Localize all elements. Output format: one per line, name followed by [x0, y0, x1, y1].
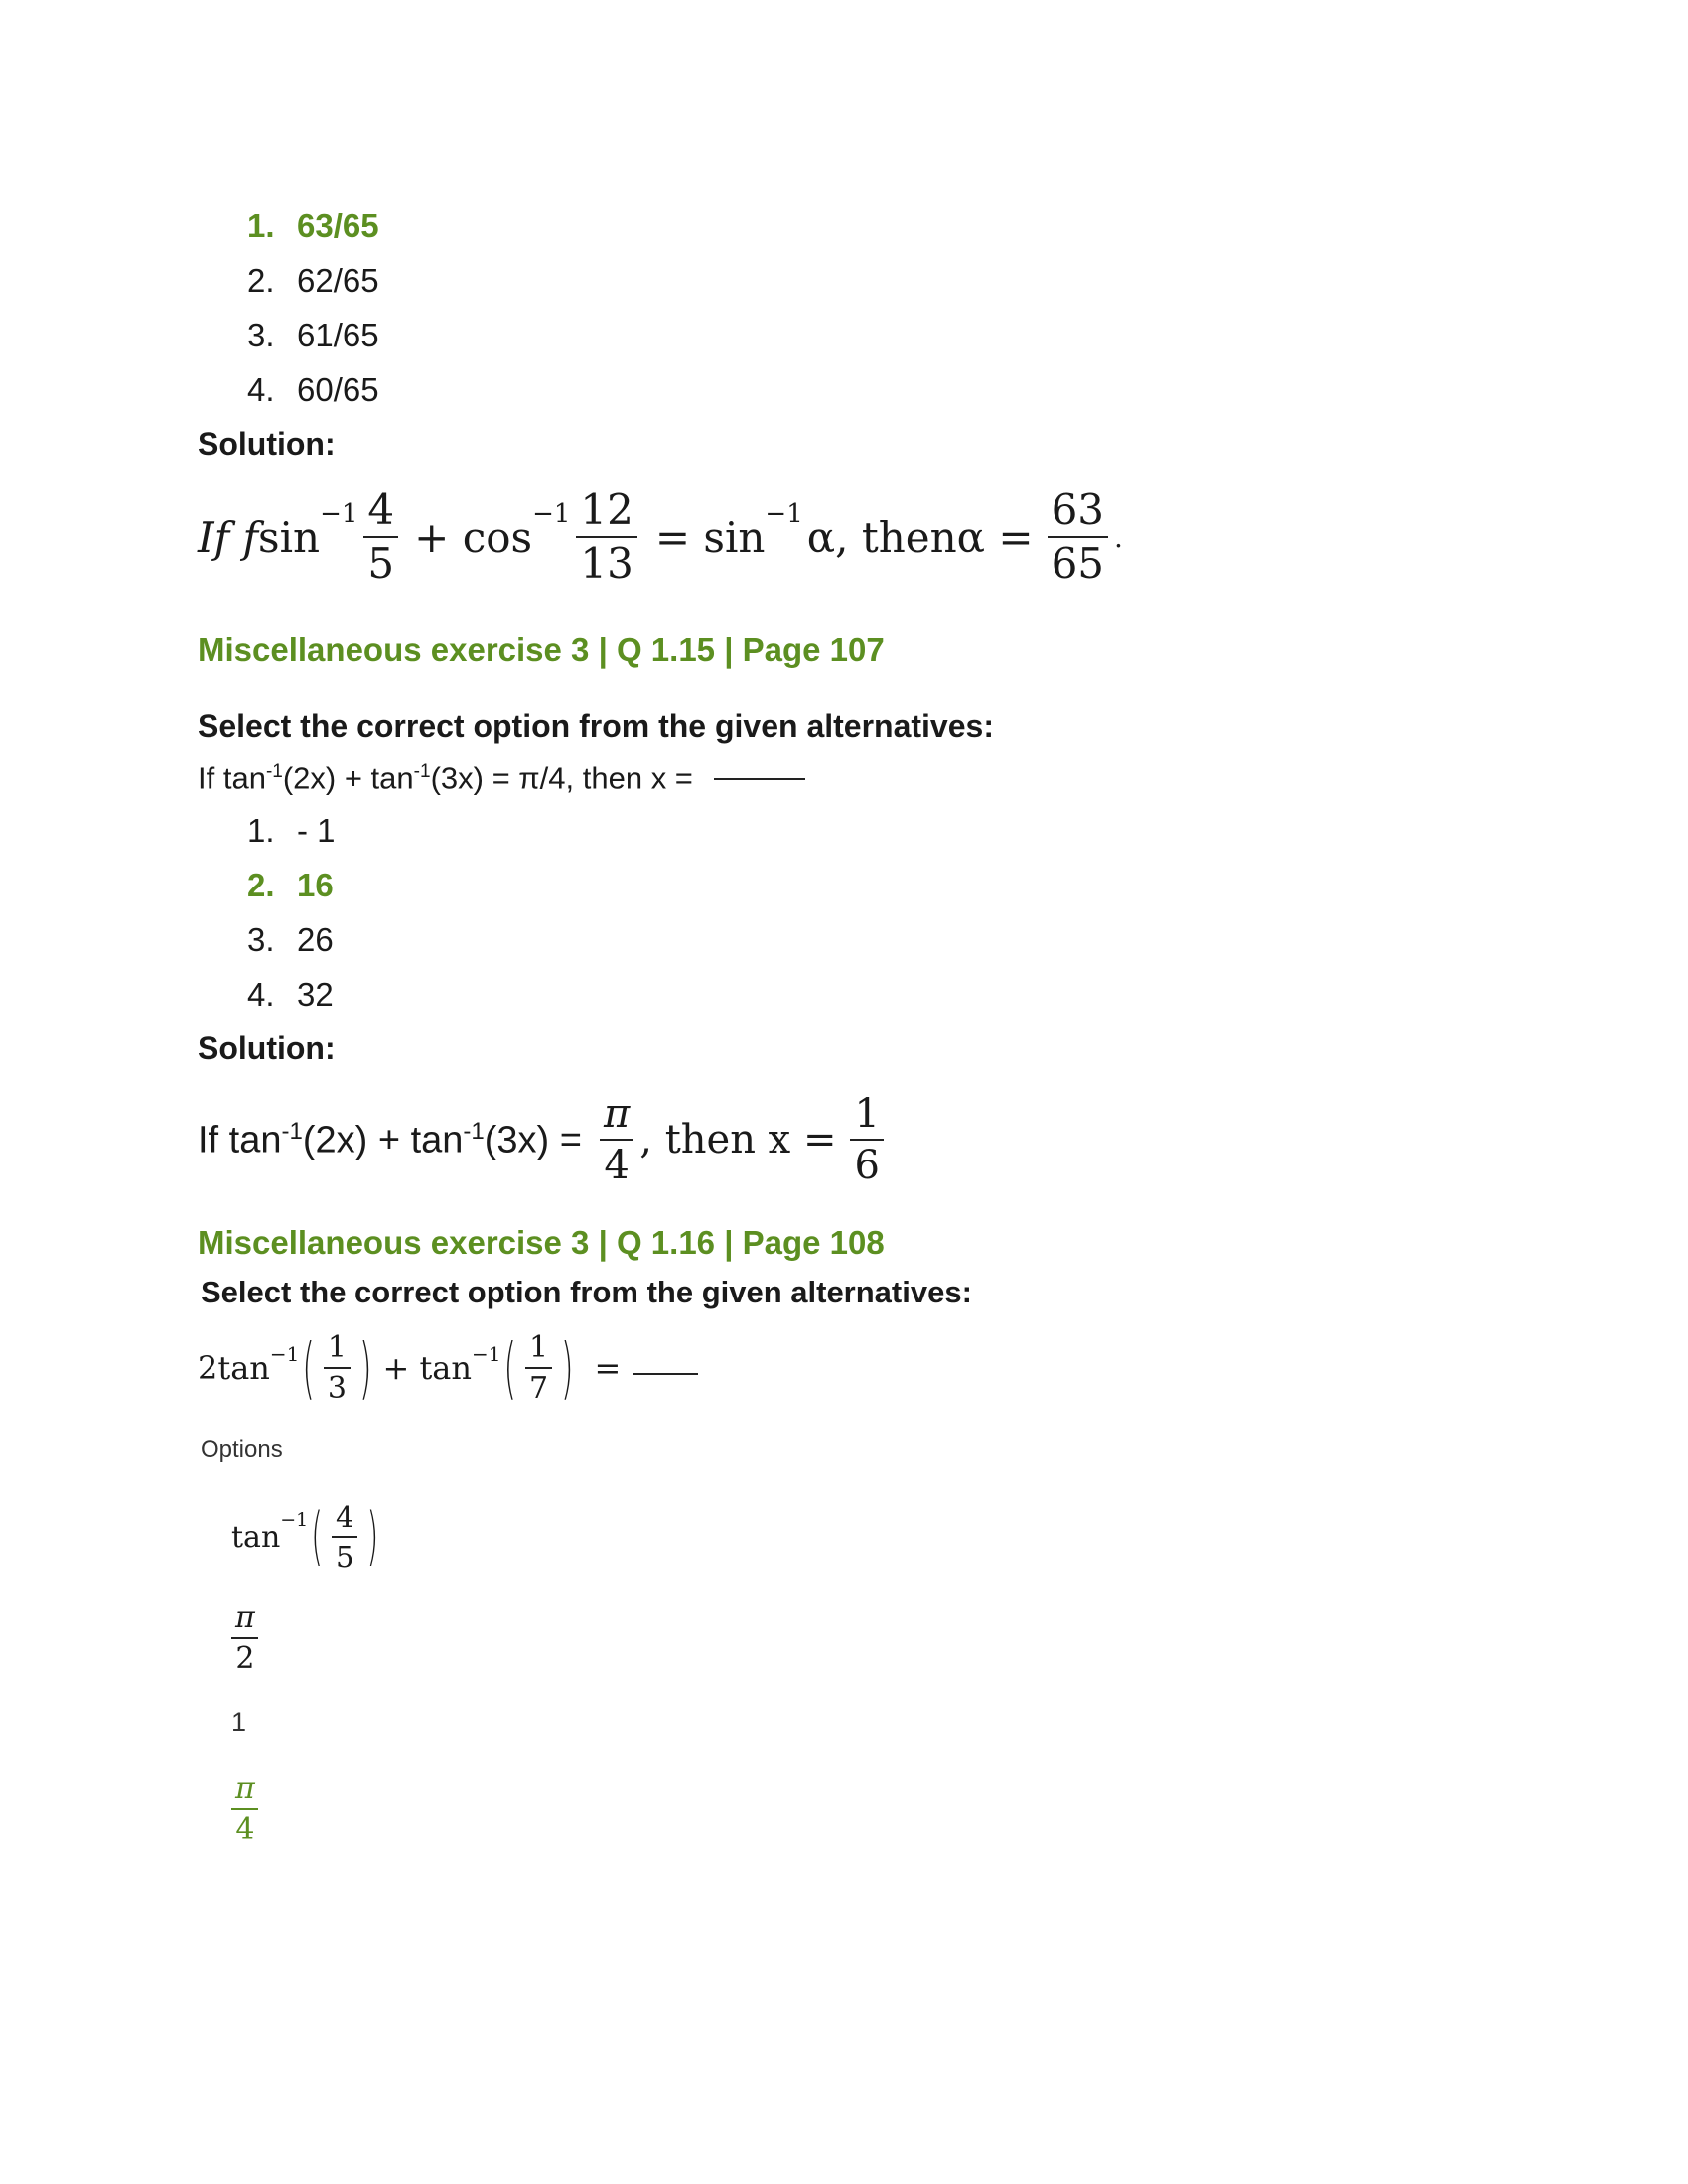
answer-blank [714, 778, 805, 780]
q2-option-1: 1. - 1 [247, 812, 336, 850]
q3-option-3: 1 [231, 1707, 247, 1738]
q2-solution-label: Solution: [198, 1030, 336, 1067]
q2-option-3: 3. 26 [247, 921, 334, 959]
q1-option-3: 3. 61/65 [247, 317, 379, 353]
q2-heading-link[interactable]: Miscellaneous exercise 3 | Q 1.15 | Page 107 [198, 631, 885, 668]
q3-option-1: tan $^{-1}$ ( $\frac{4}{5}$ ) [231, 1499, 379, 1574]
q2-option-4: 4. 32 [247, 976, 334, 1014]
q3-fraction-1-7: $\frac{1}{7}$ [525, 1332, 552, 1405]
q3-options [231, 1487, 1488, 1850]
q2-solution-math: If $\tan^{-1}(2x) + \tan^{-1}(3x)$ = $\frac{\pi}{4}$ , then x = $\frac{1}{6}$ [198, 1080, 1488, 1199]
q3-fraction-1-3: $\frac{1}{3}$ [324, 1332, 351, 1405]
document-page [198, 199, 1488, 1850]
q3-option-4: $\frac{\pi}{4}$ [231, 1767, 1488, 1850]
q1-fraction-63-65: $\frac{63}{65}$ [1048, 488, 1108, 586]
q2-options-list [198, 803, 1488, 1022]
q1-option-2: 2. 62/65 [247, 262, 379, 299]
q1-options-list [198, 199, 1488, 417]
q3-question-math: 2tan $^{-1}$ ( $\frac{1}{3}$ ) + tan $^{-1}$ ( $\frac{1}{7}$ ) = [198, 1318, 1488, 1418]
q2-question-text: If $\tan^{-1}(2x) + \tan^{-1}(3x) = \pi/4$, then x = [198, 748, 1488, 803]
q1-option-1: 1. 63/65 [247, 207, 379, 244]
options-label: Options [201, 1436, 283, 1464]
q2-fraction-pi-4: $\frac{\pi}{4}$ [600, 1093, 633, 1186]
q2-fraction-1-6: $\frac{1}{6}$ [850, 1093, 883, 1186]
q3-title: Select the correct option from the given alternatives: [201, 1275, 972, 1310]
q3-answer-blank [633, 1373, 698, 1375]
q3-option-2: $\frac{\pi}{2}$ [231, 1596, 1488, 1680]
q1-solution-math: If f sin $^{-1}$ $\frac{4}{5}$ + cos $^{-1}$ $\frac{12}{13}$ = sin $^{-1}$ α, thenα = $\frac{63}{65}$ . [198, 484, 1123, 588]
q1-solution-label: Solution: [198, 426, 336, 462]
q1-fraction-4-5: $\frac{4}{5}$ [363, 488, 398, 586]
q2-option-2: 2. 16 [247, 867, 334, 904]
q3-heading-link[interactable]: Miscellaneous exercise 3 | Q 1.16 | Page 108 [198, 1224, 885, 1262]
q2-title: Select the correct option from the given alternatives: [198, 708, 994, 744]
q1-fraction-12-13: $\frac{12}{13}$ [576, 488, 636, 586]
q1-option-4: 4. 60/65 [247, 371, 379, 408]
